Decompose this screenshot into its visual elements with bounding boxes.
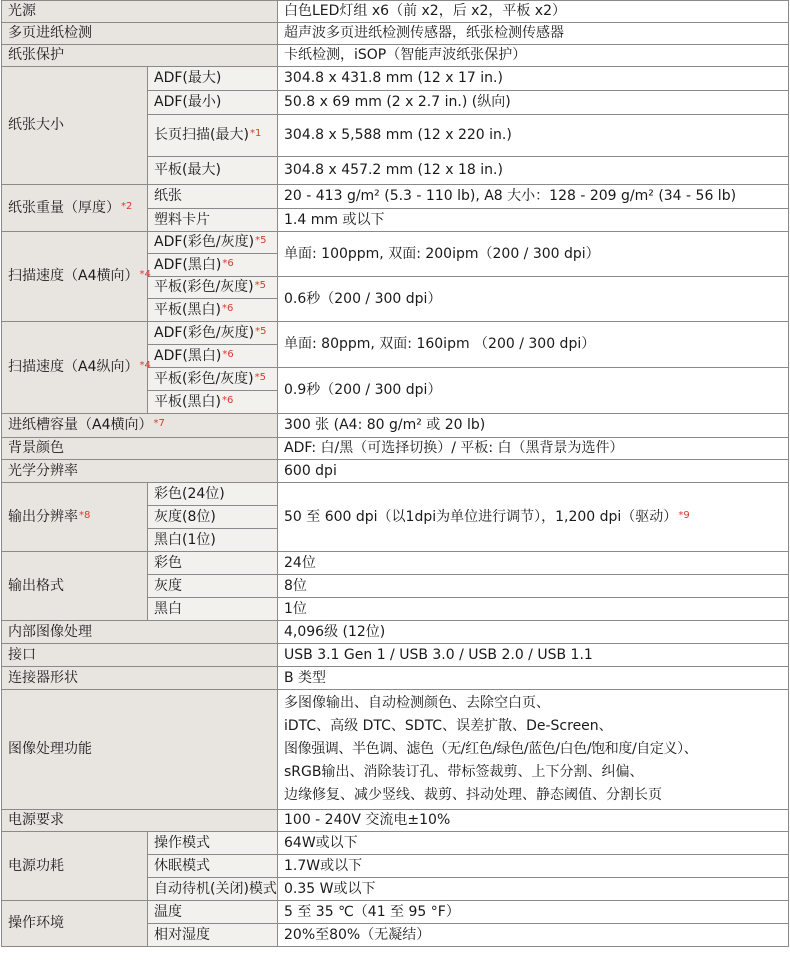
- footnote-marker: *6: [221, 394, 234, 406]
- sub-label-text: ADF(黑白): [154, 256, 222, 273]
- label: 电源要求: [2, 810, 278, 832]
- label: 纸张大小: [2, 67, 148, 185]
- sub-label-text: 平板(黑白): [154, 301, 221, 318]
- row-image-functions: [2, 690, 789, 810]
- row-capacity: [2, 414, 789, 438]
- function-line: 多图像输出、自动检测颜色、去除空白页、: [284, 695, 550, 711]
- label: 操作环境: [2, 901, 148, 947]
- row-optical-resolution: [2, 460, 789, 483]
- value: USB 3.1 Gen 1 / USB 3.0 / USB 2.0 / USB 1.1: [278, 644, 789, 667]
- sub-label: 自动待机(关闭)模式: [148, 878, 278, 901]
- sub-label: 灰度(8位): [148, 506, 278, 529]
- footnote-marker: *5: [254, 371, 267, 383]
- label-text: 扫描速度（A4横向）: [8, 268, 139, 284]
- value: 50.8 x 69 mm (2 x 2.7 in.) (纵向): [278, 91, 789, 115]
- footnote-marker: *5: [255, 325, 267, 337]
- label: 接口: [2, 644, 278, 667]
- sub-label-text: ADF(黑白): [154, 347, 222, 364]
- sub-label-text: ADF(彩色/灰度): [154, 324, 255, 341]
- sub-label-text: 平板(彩色/灰度): [154, 279, 254, 295]
- sub-label: 黑白: [148, 598, 278, 621]
- label: 电源功耗: [2, 832, 148, 901]
- sub-label: 灰度: [148, 575, 278, 598]
- value: 卡纸检测，iSOP（智能声波纸张保护）: [278, 45, 789, 67]
- sub-label: [148, 232, 278, 254]
- label: 背景颜色: [2, 438, 278, 460]
- label: 连接器形状: [2, 667, 278, 690]
- function-line: iDTC、高级 DTC、SDTC、误差扩散、De-Screen、: [284, 718, 613, 734]
- value: [278, 483, 789, 552]
- value: ADF: 白/黑（可选择切换）/ 平板: 白（黑背景为选件）: [278, 438, 789, 460]
- function-line: sRGB输出、消除装订孔、带标签裁剪、上下分割、纠偏、: [284, 764, 644, 780]
- value: [278, 690, 789, 810]
- value: 0.9秒（200 / 300 dpi）: [278, 368, 789, 414]
- row-paper-weight-paper: [2, 185, 789, 209]
- sub-label-text: 长页扫描(最大): [154, 127, 249, 143]
- value: 20%至80%（无凝结）: [278, 924, 789, 947]
- sub-label: [148, 345, 278, 368]
- footnote-marker: *8: [79, 509, 91, 521]
- value: 100 - 240V 交流电±10%: [278, 810, 789, 832]
- sub-label: ADF(最大): [148, 67, 278, 91]
- row-output-res-color: [2, 483, 789, 506]
- label: 输出格式: [2, 552, 148, 621]
- footnote-marker: *7: [153, 418, 165, 429]
- value: 600 dpi: [278, 460, 789, 483]
- row-paper-protection: [2, 45, 789, 67]
- label-text: 扫描速度（A4纵向）: [8, 359, 139, 375]
- value: 5 至 35 ℃（41 至 95 °F）: [278, 901, 789, 924]
- value: 20 - 413 g/m² (5.3 - 110 lb), A8 大小：128 - 209 g/m² (34 - 56 lb): [278, 185, 789, 209]
- value: B 类型: [278, 667, 789, 690]
- label-text: 纸张重量（厚度）: [8, 199, 120, 216]
- label: 纸张保护: [2, 45, 278, 67]
- row-paper-size-adf-max: [2, 67, 789, 91]
- label: 光学分辨率: [2, 460, 278, 483]
- value: 1位: [278, 598, 789, 621]
- sub-label: 塑料卡片: [148, 209, 278, 232]
- sub-label: 彩色: [148, 552, 278, 575]
- footnote-marker: *4: [139, 269, 151, 280]
- row-background: [2, 438, 789, 460]
- sub-label: 操作模式: [148, 832, 278, 855]
- sub-label: [148, 391, 278, 414]
- value: 64W或以下: [278, 832, 789, 855]
- label-text: 进纸槽容量（A4横向）: [8, 417, 153, 433]
- label-text: 输出分辨率: [8, 508, 78, 525]
- value: 300 张 (A4: 80 g/m² 或 20 lb): [278, 414, 789, 438]
- sub-label: 纸张: [148, 185, 278, 209]
- label: 光源: [2, 1, 278, 23]
- value: 304.8 x 457.2 mm (12 x 18 in.): [278, 157, 789, 185]
- footnote-marker: *5: [255, 235, 267, 246]
- value-text: 50 至 600 dpi（以1dpi为单位进行调节），1,200 dpi（驱动）: [284, 508, 678, 525]
- footnote-marker: *9: [678, 509, 690, 521]
- value: 8位: [278, 575, 789, 598]
- label: [2, 414, 278, 438]
- sub-label: 休眠模式: [148, 855, 278, 878]
- footnote-marker: *6: [222, 257, 234, 269]
- value: 304.8 x 431.8 mm (12 x 17 in.): [278, 67, 789, 91]
- sub-label: [148, 322, 278, 345]
- value: 单面: 80ppm, 双面: 160ipm （200 / 300 dpi）: [278, 322, 789, 368]
- footnote-marker: *1: [249, 128, 262, 139]
- row-speed-land-adf-color: [2, 232, 789, 254]
- sub-label: [148, 115, 278, 157]
- row-power-operating: [2, 832, 789, 855]
- value: 1.7W或以下: [278, 855, 789, 878]
- sub-label-text: 平板(彩色/灰度): [154, 370, 254, 387]
- value: 1.4 mm 或以下: [278, 209, 789, 232]
- sub-label: 相对湿度: [148, 924, 278, 947]
- value: 0.6秒（200 / 300 dpi）: [278, 277, 789, 322]
- value: 白色LED灯组 x6（前 x2，后 x2，平板 x2）: [278, 1, 789, 23]
- value: 单面: 100ppm, 双面: 200ipm（200 / 300 dpi）: [278, 232, 789, 277]
- value: 0.35 W或以下: [278, 878, 789, 901]
- sub-label: [148, 254, 278, 277]
- sub-label: ADF(最小): [148, 91, 278, 115]
- sub-label: 平板(最大): [148, 157, 278, 185]
- row-speed-port-adf-color: [2, 322, 789, 345]
- sub-label-text: 平板(黑白): [154, 393, 221, 410]
- spec-table: [1, 0, 789, 947]
- sub-label: [148, 299, 278, 322]
- label: 图像处理功能: [2, 690, 278, 810]
- row-light-source: [2, 1, 789, 23]
- sub-label-text: ADF(彩色/灰度): [154, 234, 255, 250]
- function-line: 边缘修复、减少竖线、裁剪、抖动处理、静态阈值、分割长页: [284, 787, 662, 803]
- value: 超声波多页进纸检测传感器，纸张检测传感器: [278, 23, 789, 45]
- footnote-marker: *4: [139, 360, 151, 371]
- row-internal-processing: [2, 621, 789, 644]
- footnote-marker: *2: [121, 200, 133, 212]
- footnote-marker: *6: [221, 302, 234, 314]
- footnote-marker: *5: [254, 280, 267, 291]
- value: 304.8 x 5,588 mm (12 x 220 in.): [278, 115, 789, 157]
- function-line: 图像强调、半色调、滤色（无/红色/绿色/蓝色/白色/饱和度/自定义）、: [284, 741, 698, 757]
- row-interface: [2, 644, 789, 667]
- row-connector: [2, 667, 789, 690]
- sub-label: [148, 368, 278, 391]
- row-power-requirement: [2, 810, 789, 832]
- sub-label: 黑白(1位): [148, 529, 278, 552]
- label: [2, 232, 151, 322]
- row-multifeed: [2, 23, 789, 45]
- label: [2, 322, 151, 414]
- footnote-marker: *6: [222, 348, 234, 360]
- label: 多页进纸检测: [2, 23, 278, 45]
- row-output-format-color: [2, 552, 789, 575]
- value: 24位: [278, 552, 789, 575]
- label: 内部图像处理: [2, 621, 278, 644]
- row-env-temperature: [2, 901, 789, 924]
- sub-label: 彩色(24位): [148, 483, 278, 506]
- label: [2, 185, 148, 232]
- sub-label: 温度: [148, 901, 278, 924]
- sub-label: [148, 277, 278, 299]
- label: [2, 483, 148, 552]
- value: 4,096级 (12位): [278, 621, 789, 644]
